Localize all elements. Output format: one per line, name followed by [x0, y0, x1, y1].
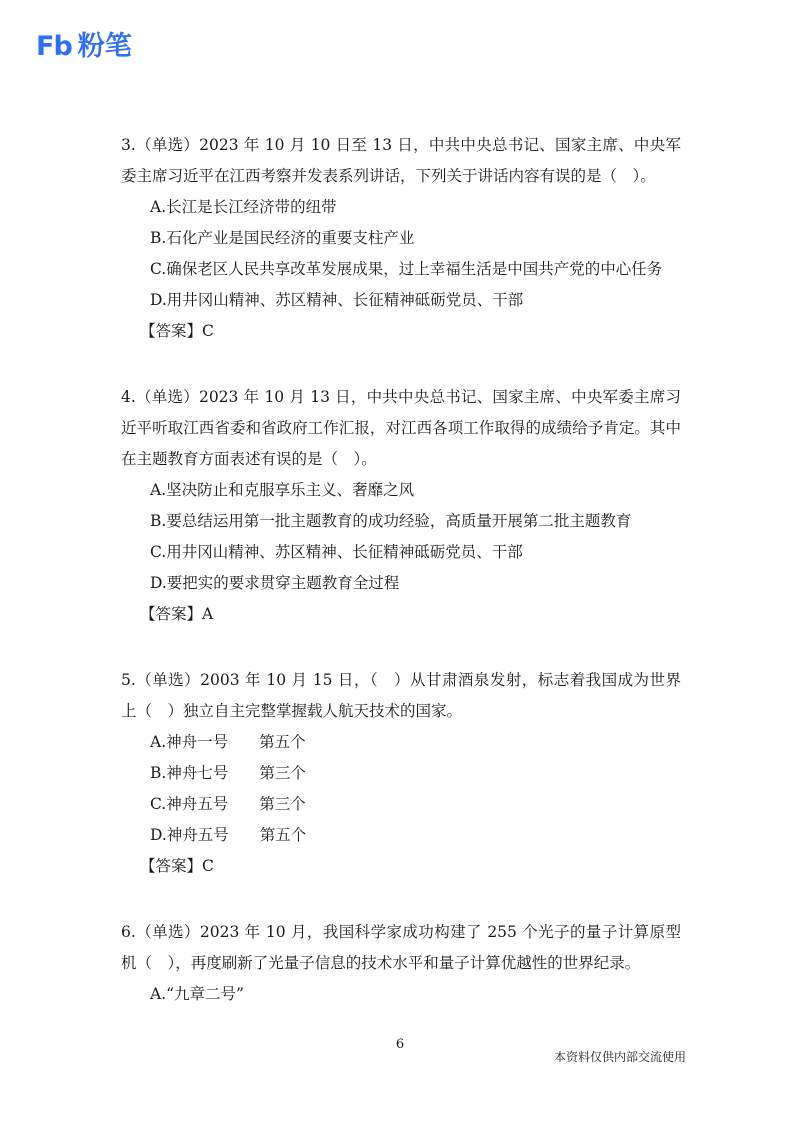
answer: 【答案】C	[140, 857, 214, 875]
question-stem: 6.（单选）2023 年 10 月，我国科学家成功构建了 255 个光子的量子计算原型机（ ），再度刷新了光量子信息的技术水平和量子计算优越性的世界纪录。	[121, 923, 681, 972]
option-b: B.石化产业是国民经济的重要支柱产业	[150, 229, 415, 247]
option-c: C.确保老区人民共享改革发展成果，过上幸福生活是中国共产党的中心任务	[150, 260, 663, 278]
question-6	[121, 917, 681, 1010]
page-number: 6	[395, 1037, 405, 1052]
question-stem: 3.（单选）2023 年 10 月 10 日至 13 日，中共中央总书记、国家主席、中央军委主席习近平在江西考察并发表系列讲话，下列关于讲话内容有误的是（ ）。	[121, 136, 681, 185]
option-a: A.坚决防止和克服享乐主义、奢靡之风	[150, 481, 415, 499]
question-3	[121, 130, 681, 347]
footer-note: 本资料仅供内部交流使用	[553, 1050, 686, 1064]
option-b: B.要总结运用第一批主题教育的成功经验，高质量开展第二批主题教育	[150, 512, 632, 530]
document-body	[121, 130, 681, 1045]
question-stem: 4.（单选）2023 年 10 月 13 日，中共中央总书记、国家主席、中央军委主席习近平听取江西省委和省政府工作汇报，对江西各项工作取得的成绩给予肯定。其中在主题教育方面表述有误的是（ ）。	[121, 388, 681, 468]
answer: 【答案】C	[140, 322, 214, 340]
question-5	[121, 665, 681, 882]
answer: 【答案】A	[140, 605, 214, 623]
option-b: B.神舟七号 第三个	[150, 764, 306, 782]
option-c: C.神舟五号 第三个	[150, 795, 306, 813]
option-a: A.神舟一号 第五个	[150, 733, 306, 751]
question-stem: 5.（单选）2003 年 10 月 15 日，（ ）从甘肃酒泉发射，标志着我国成为世界上（ ）独立自主完整掌握载人航天技术的国家。	[121, 671, 681, 720]
option-a: A.“九章二号”	[150, 985, 244, 1003]
brand-logo	[36, 33, 132, 60]
question-4	[121, 382, 681, 630]
option-d: D.要把实的要求贯穿主题教育全过程	[150, 574, 400, 592]
option-a: A.长江是长江经济带的纽带	[150, 198, 337, 216]
option-c: C.用井冈山精神、苏区精神、长征精神砥砺党员、干部	[150, 543, 523, 561]
option-d: D.用井冈山精神、苏区精神、长征精神砥砺党员、干部	[150, 291, 524, 309]
logo-text: 粉笔	[77, 31, 132, 62]
logo-mark: Fb	[36, 31, 72, 62]
option-d: D.神舟五号 第五个	[150, 826, 307, 844]
